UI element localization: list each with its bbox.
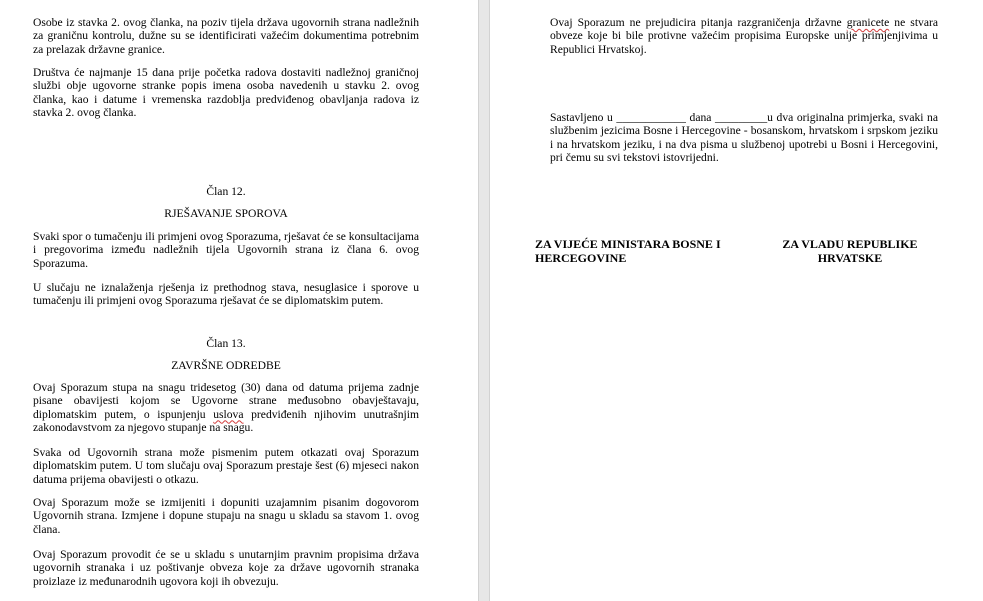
signatory-bosnia: ZA VIJEĆE MINISTARA BOSNE I HERCEGOVINE — [535, 237, 721, 265]
article-13-number: Član 13. — [206, 337, 246, 350]
document-page-left — [0, 0, 478, 601]
document-page-right — [490, 0, 983, 601]
article-13-title: ZAVRŠNE ODREDBE — [171, 359, 281, 372]
paragraph-dispute-consultation: Svaki spor o tumačenju ili primjeni ovog Sporazuma, rješavat će se konsultacijama i pregovorima između nadležnih tijela Ugovornih strana iz člana 6. ovog Sporazuma. — [33, 230, 419, 270]
paragraph-list-submission: Društva će najmanje 15 dana prije početka radova dostaviti nadležnoj graničnoj službi obje ugovorne stranke popis imena osoba navedenih u stavku 2. ovog članka, kao i datume i vremenska razdoblja predviđenog obavljanja radova iz stavka 2. ovog članka. — [33, 66, 419, 119]
spellcheck-word: granicete — [846, 16, 890, 29]
article-12-title: RJEŠAVANJE SPOROVA — [164, 207, 288, 220]
border-text-end: ne stvara obveze koje bi bile protivne važećim propisima Europske unije primjenjivima u Republici Hrvatskoj. — [550, 16, 938, 56]
paragraph-border-prejudice — [550, 16, 938, 56]
paragraph-implementation: Ovaj Sporazum provodit će se u skladu s unutarnjim pravnim propisima država ugovornih stranaka i uz poštivanje obveza koje za države ugovornih stranaka proizlaze iz međunarodnih ugovora koji ih obvezuju. — [33, 548, 419, 588]
entry-text-start: Ovaj Sporazum stupa na snagu tridesetog (30) dana od datuma prijema zadnje pisane obavijesti kojom se Ugovorne strane međusobno obavještavaju, diplomatskim putem, o ispunjenju — [33, 381, 419, 421]
paragraph-identification: Osobe iz stavka 2. ovog članka, na poziv tijela država ugovornih strana nadležnih za graničnu kontrolu, dužne su se identificirati važećim dokumentima potrebnim za prelazak državne granice. — [33, 16, 419, 56]
entry-text-end: predviđenih njihovim unutrašnjim zakonodavstvom za njegovo stupanje na snagu. — [33, 407, 420, 434]
spellcheck-word: uslova — [213, 407, 244, 421]
paragraph-entry-into-force — [33, 381, 419, 434]
border-text-start: Ovaj Sporazum ne prejudicira pitanja razgraničenja državne — [550, 16, 847, 29]
article-12-number: Član 12. — [206, 185, 246, 198]
signatory-croatia: ZA VLADU REPUBLIKE HRVATSKE — [782, 237, 918, 265]
paragraph-termination: Svaka od Ugovornih strana može pismenim putem otkazati ovaj Sporazum diplomatskim putem. U tom slučaju ovaj Sporazum prestaje šest (6) mjeseci nakon datuma prijema obavijesti o otkazu. — [33, 446, 419, 486]
paragraph-amendments: Ovaj Sporazum može se izmijeniti i dopuniti uzajamnim pisanim dogovorom Ugovornih strana. Izmjene i dopune stupaju na snagu u skladu sa stavom 1. ovog člana. — [33, 496, 419, 536]
paragraph-dispute-diplomatic: U slučaju ne iznalaženja rješenja iz prethodnog stava, nesuglasice i sporove u tumačenju ili primjeni ovog Sporazuma rješavat će se diplomatskim putem. — [33, 281, 419, 308]
paragraph-done-at: Sastavljeno u ____________ dana _________u dva originalna primjerka, svaki na službenim jezicima Bosne i Hercegovine - bosanskom, hrvatskom i srpskom jeziku i na hrvatskom jeziku, i na dva pisma u službenoj upotrebi u Bosni i Hercegovini, pri čemu su svi tekstovi istovrijedni. — [550, 111, 938, 164]
page-gutter — [478, 0, 490, 601]
